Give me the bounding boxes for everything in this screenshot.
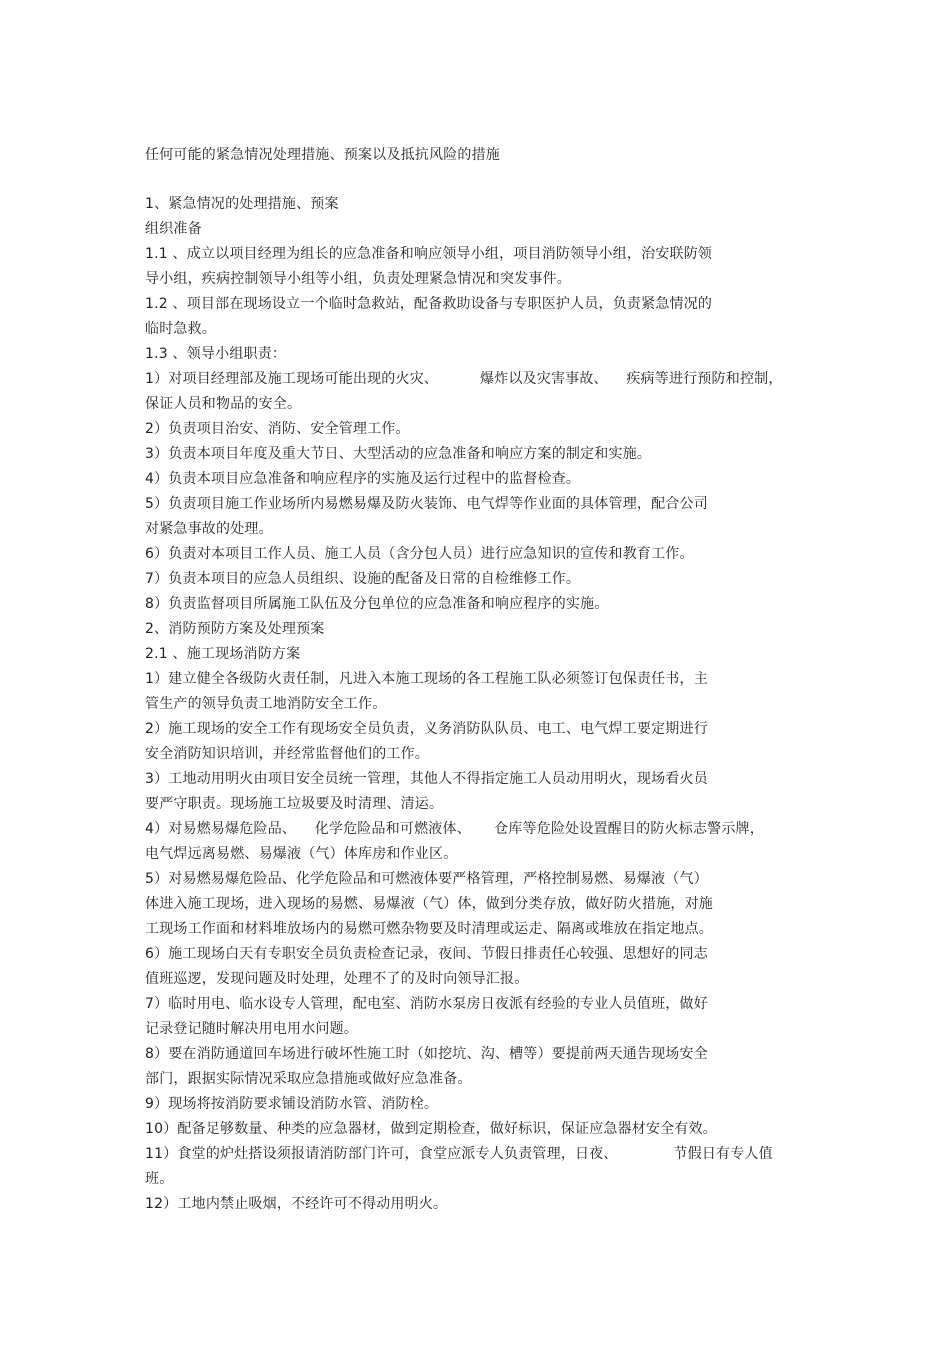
text-line: 2）施工现场的安全工作有现场安全员负责，义务消防队队员、电工、电气焊工要定期进行 <box>145 721 708 737</box>
text-line: 1、紧急情况的处理措施、预案 <box>145 196 339 212</box>
text-line: 安全消防知识培训，并经常监督他们的工作。 <box>145 746 429 762</box>
text-line: 3）工地动用明火由项目安全员统一管理，其他人不得指定施工人员动用明火，现场看火员 <box>145 771 708 787</box>
text-line: 6）负责对本项目工作人员、施工人员（含分包人员）进行应急知识的宣传和教育工作。 <box>145 546 694 562</box>
text-line: 要严守职责。现场施工垃圾要及时清理、清运。 <box>145 796 444 812</box>
text-line: 9）现场将按消防要求铺设消防水管、消防栓。 <box>145 1096 439 1112</box>
text-line: 7）临时用电、临水设专人管理，配电室、消防水泵房日夜派有经验的专业人员值班，做好 <box>145 996 708 1012</box>
text-line: 班。 <box>145 1171 174 1187</box>
text-line: 部门，跟据实际情况采取应急措施或做好应急准备。 <box>145 1071 472 1087</box>
text-line: 工现场工作面和材料堆放场内的易燃可燃杂物要及时清理或运走、隔离或堆放在指定地点。 <box>145 921 713 937</box>
text-line: 值班巡逻，发现问题及时处理，处理不了的及时向领导汇报。 <box>145 971 529 987</box>
text-line: 8）要在消防通道回车场进行破坏性施工时（如挖坑、沟、槽等）要提前两天通告现场安全 <box>145 1046 708 1062</box>
text-line: 记录登记随时解决用电用水问题。 <box>145 1021 358 1037</box>
text-line: 5）对易燃易爆危险品、化学危险品和可燃液体要严格管理，严格控制易燃、易爆液（气） <box>145 871 708 887</box>
text-line: 5）负责项目施工作业场所内易燃易爆及防火装饰、电气焊等作业面的具体管理，配合公司 <box>145 496 708 512</box>
text-line: 体进入施工现场，进入现场的易燃、易爆液（气）体，做到分类存放，做好防火措施，对施 <box>145 896 713 912</box>
text-line: 3）负责本项目年度及重大节日、大型活动的应急准备和响应方案的制定和实施。 <box>145 446 652 462</box>
text-line: 电气焊远离易燃、易爆液（气）体库房和作业区。 <box>145 846 458 862</box>
text-line: 4）负责本项目应急准备和响应程序的实施及运行过程中的监督检查。 <box>145 471 581 487</box>
text-line: 1）对项目经理部及施工现场可能出现的火灾、 爆炸以及灾害事故、 疾病等进行预防和控制， <box>145 371 783 387</box>
text-line: 7）负责本项目的应急人员组织、设施的配备及日常的自检维修工作。 <box>145 571 581 587</box>
document-title: 任何可能的紧急情况处理措施、预案以及抵抗风险的措施 <box>145 147 500 163</box>
text-line: 4）对易燃易爆危险品、 化学危险品和可燃液体、 仓库等危险处设置醒目的防火标志警示牌， <box>145 821 764 837</box>
text-line: 1.3 、领导小组职责： <box>145 346 287 362</box>
text-line: 对紧急事故的处理。 <box>145 521 273 537</box>
text-line: 12）工地内禁止吸烟，不经许可不得动用明火。 <box>145 1196 448 1212</box>
text-line: 保证人员和物品的安全。 <box>145 396 302 412</box>
text-line: 11）食堂的炉灶搭设须报请消防部门许可，食堂应派专人负责管理，日夜、 节假日有专人值 <box>145 1146 773 1162</box>
text-line: 6）施工现场白天有专职安全员负责检查记录，夜间、节假日排责任心较强、思想好的同志 <box>145 946 708 962</box>
text-line: 管生产的领导负责工地消防安全工作。 <box>145 696 387 712</box>
text-line: 8）负责监督项目所属施工队伍及分包单位的应急准备和响应程序的实施。 <box>145 596 609 612</box>
text-line: 组织准备 <box>145 221 202 237</box>
text-line: 1）建立健全各级防火责任制，凡进入本施工现场的各工程施工队必须签订包保责任书，主 <box>145 671 708 687</box>
text-line: 临时急救。 <box>145 321 216 337</box>
text-line: 1.1 、成立以项目经理为组长的应急准备和响应领导小组，项目消防领导小组，治安联防领 <box>145 246 713 262</box>
text-line: 2）负责项目治安、消防、安全管理工作。 <box>145 421 410 437</box>
text-line: 10）配备足够数量、种类的应急器材，做到定期检查，做好标识，保证应急器材安全有效。 <box>145 1121 718 1137</box>
text-line: 导小组，疾病控制领导小组等小组，负责处理紧急情况和突发事件。 <box>145 271 571 287</box>
text-line: 1.2 、项目部在现场设立一个临时急救站，配备救助设备与专职医护人员，负责紧急情况的 <box>145 296 713 312</box>
text-line: 2.1 、施工现场消防方案 <box>145 646 301 662</box>
text-line: 2、消防预防方案及处理预案 <box>145 621 325 637</box>
